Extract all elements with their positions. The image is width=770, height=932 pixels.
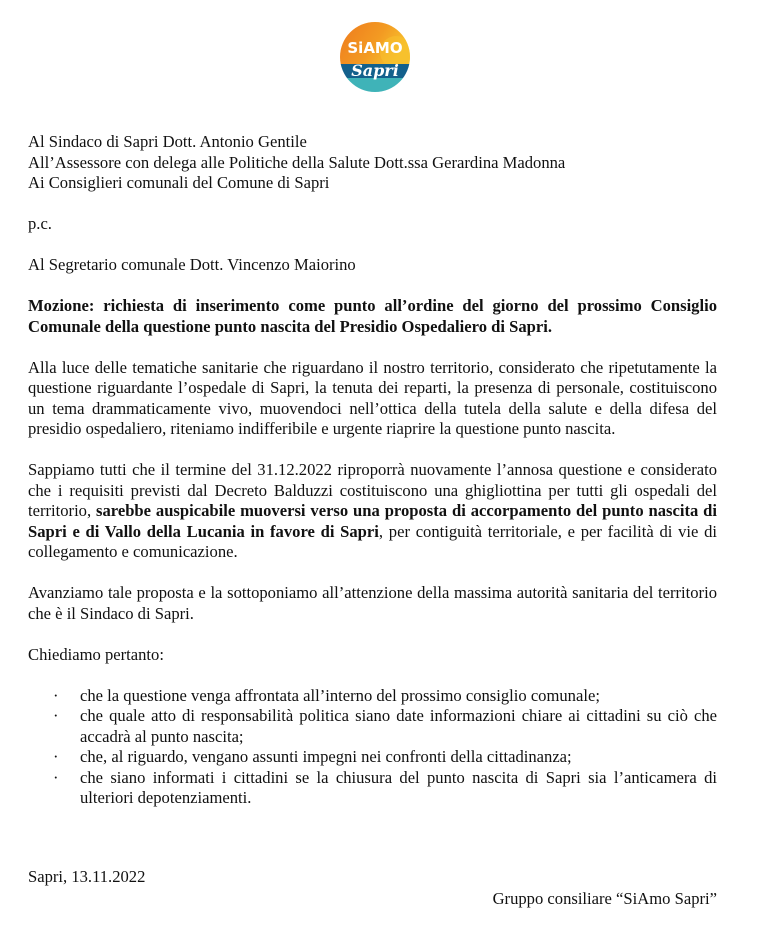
- request-text: che siano informati i cittadini se la chiusura del punto nascita di Sapri sia l’anticamera di ulteriori depotenziamenti.: [80, 767, 717, 807]
- request-text: che, al riguardo, vengano assunti impegni nei confronti della cittadinanza;: [80, 747, 572, 766]
- logo-circle: [340, 22, 410, 92]
- request-item: [28, 706, 717, 747]
- siamo-sapri-logo: [340, 22, 410, 92]
- logo-script-text: Sapri: [351, 61, 399, 80]
- request-text: che la questione venga affrontata all’interno del prossimo consiglio comunale;: [80, 685, 600, 705]
- recipient-health-councillor: All’Assessore con delega alle Politiche della Salute Dott.ssa Gerardina Madonna: [28, 152, 566, 172]
- logo-shore-band: [340, 78, 410, 92]
- paragraph-proposal-highlight: sarebbe auspicabile muoversi verso una proposta di accorpamento del punto nascita di Sapri e di Vallo della Lucania in favore di Sapri: [28, 501, 717, 541]
- letter-date: Sapri, 13.11.2022: [28, 867, 146, 886]
- bullet-icon: ·: [53, 767, 59, 787]
- recipients-block: [28, 132, 717, 194]
- bullet-icon: ·: [53, 706, 59, 725]
- paragraph-proposal-start: Sappiamo tutti che il termine del 31.12.2022 riproporrà nuovamente l’annosa questione e considerato che i requisiti previsti dal Decreto Balduzzi costituiscono una ghigliottina per tutti gli ospedali del territorio,: [28, 460, 717, 520]
- logo-top-text: SiAMO: [347, 39, 403, 57]
- recipient-mayor: Al Sindaco di Sapri Dott. Antonio Gentile: [28, 132, 307, 151]
- requests-list: [28, 686, 717, 809]
- letter-body: [28, 132, 717, 809]
- paragraph-proposal: [28, 460, 717, 563]
- motion-subject: Mozione: richiesta di inserimento come punto all’ordine del giorno del prossimo Consiglio Comunale della questione punto nascita del Presidio Ospedaliero di Sapri.: [28, 296, 717, 336]
- bullet-icon: ·: [53, 685, 59, 705]
- cc-label: p.c.: [28, 214, 52, 233]
- request-text: che quale atto di responsabilità politica siano date informazioni chiare ai cittadini su ciò che accadrà al punto nascita;: [80, 706, 717, 746]
- bullet-icon: ·: [53, 747, 59, 766]
- request-item: [28, 686, 717, 707]
- paragraph-submission: Avanziamo tale proposta e la sottoponiamo all’attenzione della massima autorità sanitaria del territorio che è il Sindaco di Sapri.: [28, 583, 717, 623]
- signature: Gruppo consiliare “SiAmo Sapri”: [492, 889, 717, 908]
- paragraph-requests-intro: Chiediamo pertanto:: [28, 644, 164, 664]
- cc-recipient: Al Segretario comunale Dott. Vincenzo Maiorino: [28, 255, 356, 274]
- request-item: [28, 768, 717, 809]
- paragraph-proposal-end: , per contiguità territoriale, e per facilità di vie di collegamento e comunicazione.: [28, 521, 717, 561]
- recipient-council-members: Ai Consiglieri comunali del Comune di Sapri: [28, 173, 330, 192]
- paragraph-context: Alla luce delle tematiche sanitarie che riguardano il nostro territorio, considerato che ripetutamente la questione riguardante l’ospedale di Sapri, la tenuta dei reparti, la presenza di personale, costituiscono un tema drammaticamente vivo, muovendoci nell’ottica della tutela della salute e della difesa del presidio ospedaliero, riteniamo indifferibile e urgente riaprire la questione punto nascita.: [28, 357, 717, 438]
- request-item: [28, 747, 717, 768]
